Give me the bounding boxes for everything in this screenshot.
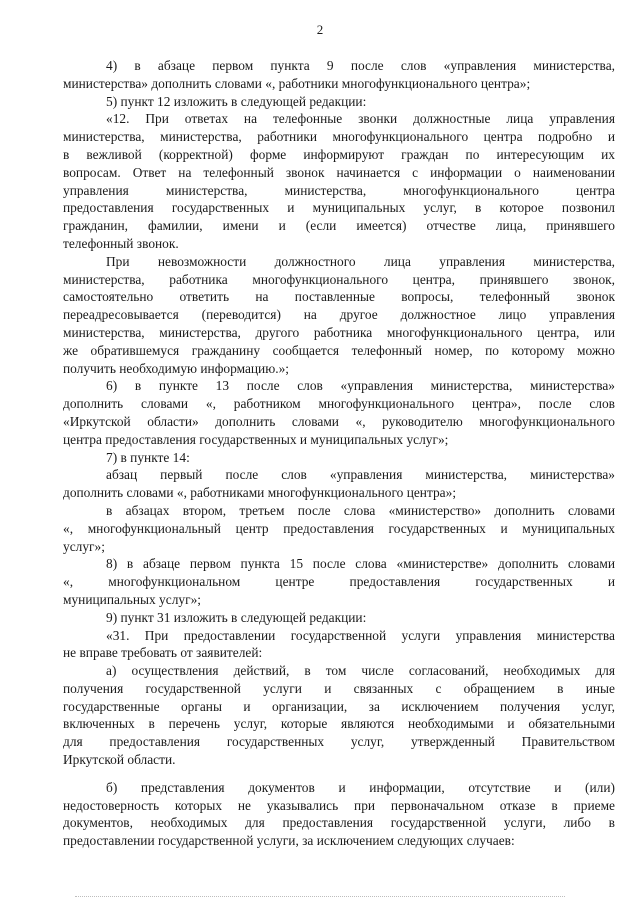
text-line: государственные органы и организации, за исключением получения услуг, <box>63 698 615 714</box>
text-line: предоставления государственных и муниципальных услуг, в которое позвонил <box>63 200 615 216</box>
text-line: министерства» дополнить словами «, работники многофункционального центра»; <box>63 75 531 91</box>
text-line: в вежливой (корректной) форме информируют граждан по интересующим их <box>63 146 615 162</box>
text-line: муниципальных услуг»; <box>63 591 201 607</box>
page-number: 2 <box>316 22 324 37</box>
text-line: 8) в абзаце первом пункта 15 после слова «министерстве» дополнить словами <box>106 556 615 572</box>
text-line: гражданин, фамилии, имени и (если имеется) отчестве лица, принявшего <box>63 218 615 234</box>
paragraph <box>63 502 615 555</box>
paragraph <box>63 377 615 448</box>
paragraph <box>63 609 615 627</box>
paragraph <box>63 555 615 608</box>
text-line: получить необходимую информацию.»; <box>63 360 289 376</box>
text-line: не вправе требовать от заявителей: <box>63 645 263 661</box>
paragraph <box>63 110 615 252</box>
text-line: управления министерства, министерства, многофункционального центра <box>63 182 615 198</box>
text-line: недостоверность которых не указывались при первоначальном отказе в приеме <box>63 797 615 813</box>
text-line: министерства, министерства, работники многофункционального центра подробно и <box>63 129 615 145</box>
text-line: в абзацах втором, третьем после слова «министерство» дополнить словами <box>106 502 615 518</box>
text-line: включенных в перечень услуг, которые являются необходимыми и обязательными <box>63 716 615 732</box>
text-line: для предоставления государственных услуг, утвержденный Правительством <box>63 734 615 750</box>
paragraph <box>63 466 615 502</box>
text-line: б) представления документов и информации, отсутствие и (или) <box>106 779 615 795</box>
paragraph-gap <box>63 769 615 779</box>
text-line: переадресовывается (переводится) на другое должностное лицо управления <box>63 307 615 323</box>
text-line: дополнить словами «, работниками многофункционального центра»; <box>63 485 457 501</box>
text-line: абзац первый после слов «управления министерства, министерства» <box>106 467 615 483</box>
text-line: «Иркутской области» дополнить словами «, руководителю многофункционального <box>63 413 615 429</box>
text-line: центра предоставления государственных и муниципальных услуг»; <box>63 431 449 447</box>
paragraph <box>63 93 615 111</box>
text-line: самостоятельно ответить на поставленные вопросы, телефонный звонок <box>63 289 615 305</box>
text-line: 4) в абзаце первом пункта 9 после слов «управления министерства, <box>106 58 615 73</box>
paragraph <box>63 449 615 467</box>
text-line: «, многофункциональном центре предоставления государственных и <box>63 574 615 590</box>
text-line: 6) в пункте 13 после слов «управления министерства, министерства» <box>106 378 615 394</box>
paragraph <box>63 627 615 663</box>
text-line: 7) в пункте 14: <box>106 449 190 465</box>
scan-edge-line <box>75 896 565 897</box>
text-line: вопросам. Ответ на телефонный звонок начинается с информации о наименовании <box>63 164 615 180</box>
text-line: дополнить словами «, работником многофункционального центра», после слов <box>63 396 615 412</box>
text-line: министерства, министерства, другого работника многофункционального центра, или <box>63 324 615 340</box>
text-line: «, многофункциональный центр предоставления государственных и муниципальных <box>63 520 615 536</box>
paragraph <box>63 662 615 769</box>
text-line: 5) пункт 12 изложить в следующей редакции: <box>106 93 367 109</box>
text-line: Иркутской области. <box>63 752 176 768</box>
paragraph <box>63 57 615 93</box>
text-line: При невозможности должностного лица управления министерства, <box>106 253 615 269</box>
text-line: министерства, работника многофункционального центра, принявшего звонок, <box>63 271 615 287</box>
text-line: услуг»; <box>63 538 105 554</box>
text-line: документов, необходимых для предоставления государственной услуги, либо в <box>63 815 615 831</box>
document-body <box>63 57 615 850</box>
text-line: 9) пункт 31 изложить в следующей редакции: <box>106 609 367 625</box>
text-line: предоставлении государственной услуги, за исключением следующих случаев: <box>63 833 515 849</box>
text-line: а) осуществления действий, в том числе согласований, необходимых для <box>106 663 615 679</box>
paragraph <box>63 253 615 378</box>
paragraph <box>63 779 615 850</box>
text-line: же обратившемуся гражданину сообщается телефонный номер, по которому можно <box>63 342 615 358</box>
text-line: «12. При ответах на телефонные звонки должностные лица управления <box>106 111 615 127</box>
text-line: получения государственной услуги и связанных с обращением в иные <box>63 680 615 696</box>
text-line: «31. При предоставлении государственной услуги управления министерства <box>106 627 615 643</box>
text-line: телефонный звонок. <box>63 235 179 251</box>
